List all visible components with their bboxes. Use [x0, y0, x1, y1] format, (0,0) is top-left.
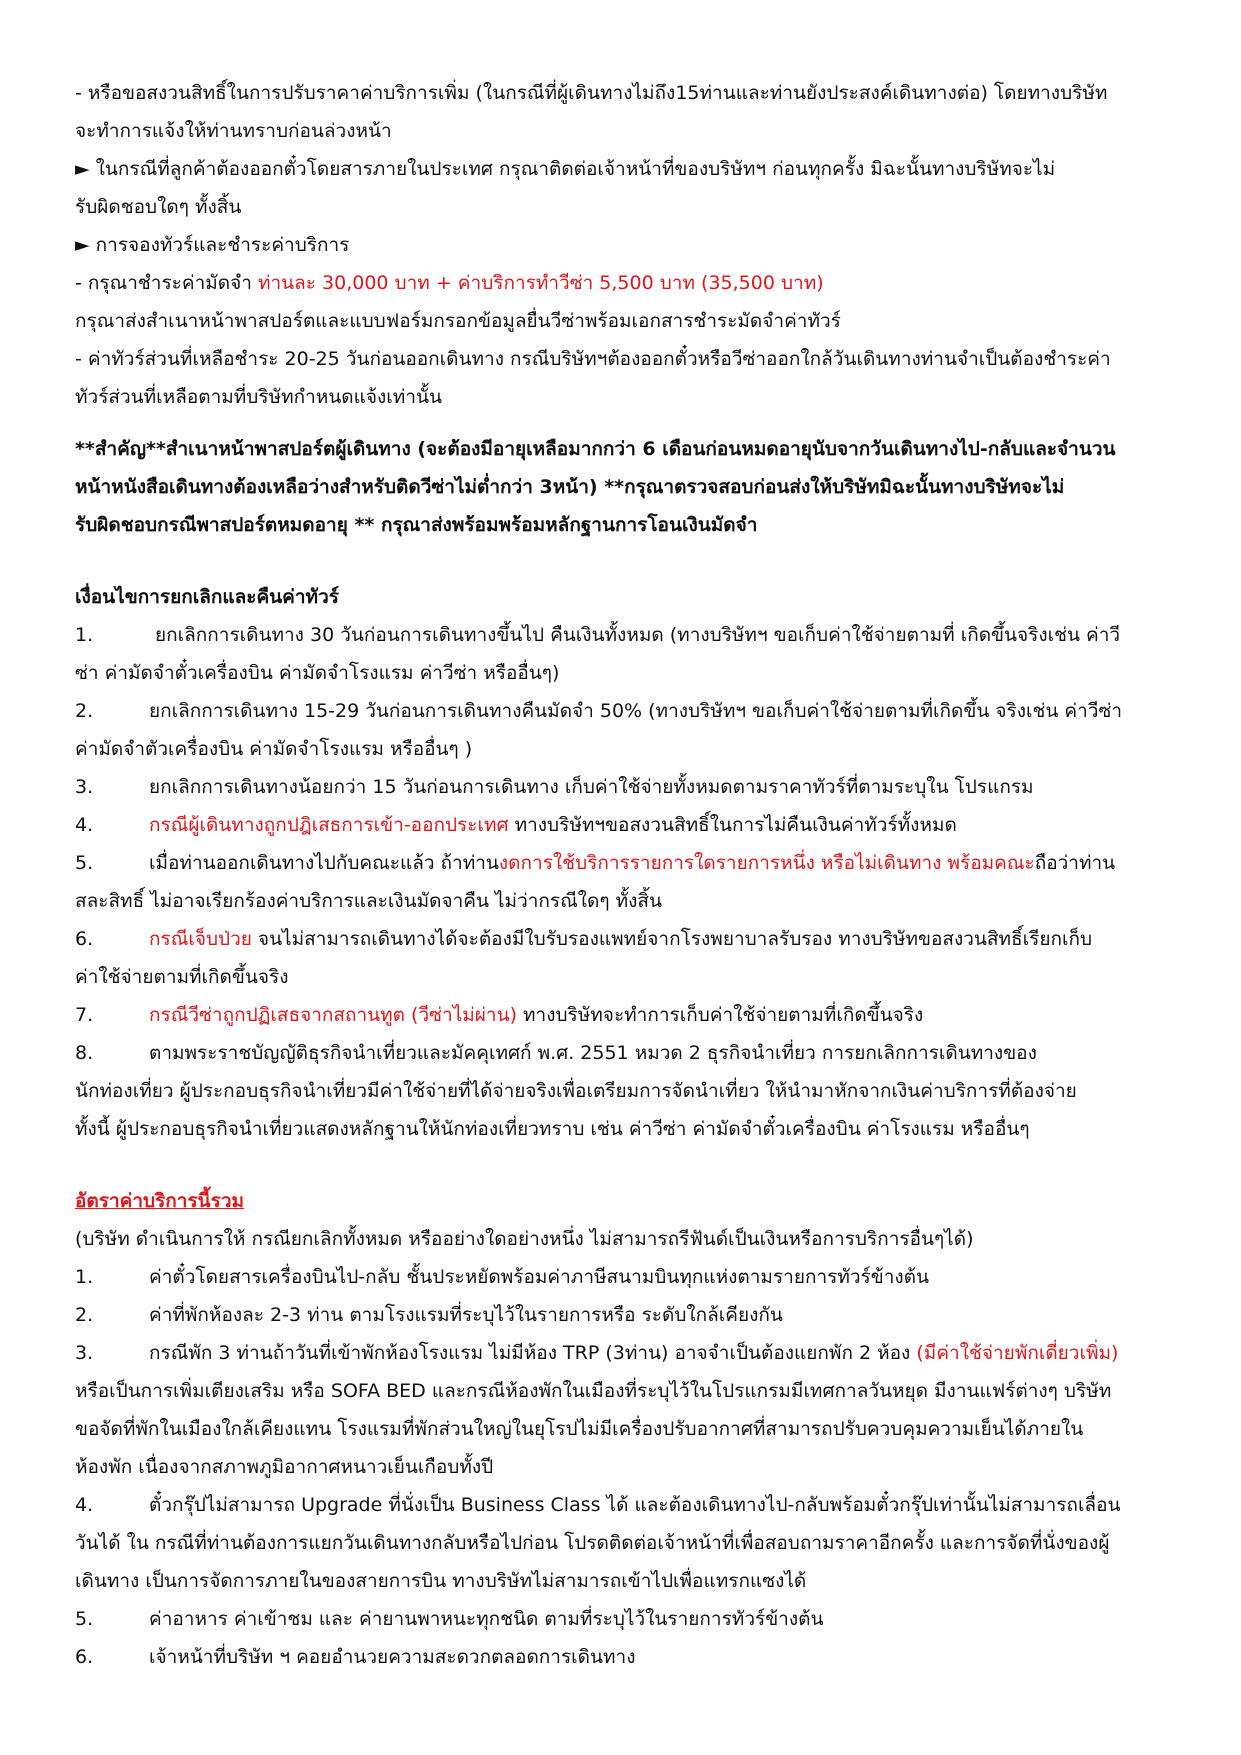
cancel-item-3: 3. ยกเลิกการเดินทางน้อยกว่า 15 วันก่อนการเดินทาง เก็บค่าใช้จ่ายทั้งหมดตามราคาทัวร์ที่ตามระบุใน โปรแกรม — [75, 776, 1034, 798]
included-item-5: 5. ค่าอาหาร ค่าเข้าชม และ ค่ายานพาหนะทุกชนิด ตามที่ระบุไว้ในรายการทัวร์ข้างต้น — [75, 1608, 824, 1630]
important-line-3: รับผิดชอบกรณีพาสปอร์ตหมดอายุ ** กรุณาส่งพร้อมพร้อมหลักฐานการโอนเงินมัดจำ — [75, 514, 758, 536]
included-item-6: 6. เจ้าหน้าที่บริษัท ฯ คอยอำนวยความสะดวกตลอดการเดินทาง — [75, 1646, 636, 1668]
cancel-item-7: 7. กรณีวีซ่าถูกปฏิเสธจากสถานทูต (วีซ่าไม่ผ่าน) ทางบริษัทจะทำการเก็บค่าใช้จ่ายตามที่เกิดขึ้นจริง — [75, 1004, 924, 1026]
cancel-item-8-cont-1: นักท่องเที่ยว ผู้ประกอบธุรกิจนำเที่ยวมีค่าใช้จ่ายที่ได้จ่ายจริงเพื่อเตรียมการจัดนำเที่ยว ให้นำมาหักจากเงินค่าบริการที่ต้องจ่าย — [75, 1080, 1077, 1102]
cancel-item-8: 8. ตามพระราชบัญญัติธุรกิจนำเที่ยวและมัคคุเทศก์ พ.ศ. 2551 หมวด 2 ธุรกิจนำเที่ยว การยกเลิกการเดินทางของ — [75, 1042, 1037, 1064]
passport-send-line: กรุณาส่งสำเนาหน้าพาสปอร์ตและแบบฟอร์มกรอกข้อมูลยื่นวีซ่าพร้อมเอกสารชำระมัดจำค่าทัวร์ — [75, 310, 841, 332]
included-item-3-cont-3: ห้องพัก เนื่องจากสภาพภูมิอากาศหนาวเย็นเกือบทั้งปี — [75, 1456, 494, 1478]
included-item-3: 3. กรณีพัก 3 ท่านถ้าวันที่เข้าพักห้องโรงแรม ไม่มีห้อง TRP (3ท่าน) อาจจำเป็นต้องแยกพัก 2 ห้อง (มีค่าใช้จ่ายพักเดี่ยวเพิ่ม) — [75, 1342, 1119, 1364]
included-note: (บริษัท ดำเนินการให้ กรณียกเลิกทั้งหมด หรืออย่างใดอย่างหนึ่ง ไม่สามารถรีฟันด์เป็นเงินหรือการบริการอื่นๆได้) — [75, 1228, 974, 1250]
cancel-item-4: 4. กรณีผู้เดินทางถูกปฎิเสธการเข้า-ออกประเทศ ทางบริษัทฯขอสงวนสิทธิ์ในการไม่คืนเงินค่าทัวร์ทั้งหมด — [75, 814, 957, 836]
included-item-1: 1. ค่าตั๋วโดยสารเครื่องบินไป-กลับ ชั้นประหยัดพร้อมค่าภาษีสนามบินทุกแห่งตามรายการทัวร์ข้างต้น — [75, 1266, 929, 1288]
cancellation-title: เงื่อนไขการยกเลิกและคืนค่าทัวร์ — [75, 586, 339, 608]
booking-heading: ► การจองทัวร์และชำระค่าบริการ — [75, 234, 350, 256]
domestic-ticket-line-2: รับผิดชอบใดๆ ทั้งสิ้น — [75, 196, 242, 218]
important-line-2: หน้าหนังสือเดินทางต้องเหลือว่างสำหรับติดวีซ่าไม่ต่ำกว่า 3หน้า) **กรุณาตรวจสอบก่อนส่งให้บริษัทมิฉะนั้นทางบริษัทจะไม่ — [75, 476, 1065, 498]
cancel-item-2-cont: ค่ามัดจำตัวเครื่องบิน ค่ามัดจำโรงแรม หรืออื่นๆ ) — [75, 738, 473, 760]
cancel-item-8-cont-2: ทั้งนี้ ผู้ประกอบธุรกิจนำเที่ยวแสดงหลักฐานให้นักท่องเที่ยวทราบ เช่น ค่าวีซ่า ค่ามัดจำตั๋วเครื่องบิน ค่าโรงแรม หรืออื่นๆ — [75, 1118, 1030, 1140]
surcharge-line-1: - หรือขอสงวนสิทธิ์ในการปรับราคาค่าบริการเพิ่ม (ในกรณีที่ผู้เดินทางไม่ถึง15ท่านและท่านยังประสงค์เดินทางต่อ) โดยทางบริษัท — [75, 82, 1108, 104]
included-item-3-cont-2: ขอจัดที่พักในเมืองใกล้เคียงแทน โรงแรมที่พักส่วนใหญ่ในยุโรปไม่มีเครื่องปรับอากาศที่สามารถปรับควบคุมความเย็นได้ภายใน — [75, 1418, 1084, 1440]
included-item-4-cont-1: วันได้ ใน กรณีที่ท่านต้องการแยกวันเดินทางกลับหรือไปก่อน โปรดติดต่อเจ้าหน้าที่เพื่อสอบถามราคาอีกครั้ง และการจัดที่นั่งของผู้ — [75, 1532, 1110, 1554]
included-title: อัตราค่าบริการนี้รวม — [75, 1190, 245, 1212]
cancel-item-5-cont: สละสิทธิ์ ไม่อาจเรียกร้องค่าบริการและเงินมัดจาคืน ไม่ว่ากรณีใดๆ ทั้งสิ้น — [75, 890, 663, 912]
included-item-3-cont-1: หรือเป็นการเพิ่มเตียงเสริม หรือ SOFA BED และกรณีห้องพักในเมืองที่ระบุไว้ในโปรแกรมมีเทศกาลวันหยุด มีงานแฟร์ต่างๆ บริษัท — [75, 1380, 1112, 1402]
cancel-item-6: 6. กรณีเจ็บป่วย จนไม่สามารถเดินทางได้จะต้องมีใบรับรองแพทย์จากโรงพยาบาลรับรอง ทางบริษัทขอสงวนสิทธิ์เรียกเก็บ — [75, 928, 1093, 950]
deposit-line — [75, 264, 1171, 302]
included-item-2: 2. ค่าที่พักห้องละ 2-3 ท่าน ตามโรงแรมที่ระบุไว้ในรายการหรือ ระดับใกล้เคียงกัน — [75, 1304, 783, 1326]
cancel-item-2: 2. ยกเลิกการเดินทาง 15-29 วันก่อนการเดินทางคืนมัดจำ 50% (ทางบริษัทฯ ขอเก็บค่าใช้จ่ายตามที่เกิดขึ้น จริงเช่น ค่าวีซ่า — [75, 700, 1123, 722]
important-line-1: **สำคัญ**สำเนาหน้าพาสปอร์ตผู้เดินทาง (จะต้องมีอายุเหลือมากกว่า 6 เดือนก่อนหมดอายุนับจากวันเดินทางไป-กลับและจำนวน — [75, 438, 1116, 460]
cancel-item-5: 5. เมื่อท่านออกเดินทางไปกับคณะแล้ว ถ้าท่านงดการใช้บริการรายการใดรายการหนึ่ง หรือไม่เดินทาง พร้อมคณะถือว่าท่าน — [75, 852, 1116, 874]
balance-line-1: - ค่าทัวร์ส่วนที่เหลือชำระ 20-25 วันก่อนออกเดินทาง กรณีบริษัทฯต้องออกตั๋วหรือวีซ่าออกใกล้วันเดินทางท่านจำเป็นต้องชำระค่า — [75, 348, 1111, 370]
surcharge-line-2: จะทำการแจ้งให้ท่านทราบก่อนล่วงหน้า — [75, 120, 392, 142]
deposit-prefix: - กรุณาชำระค่ามัดจำ — [75, 272, 258, 294]
cancel-item-6-cont: ค่าใช้จ่ายตามที่เกิดขึ้นจริง — [75, 966, 289, 988]
cancel-item-1-cont: ซ่า ค่ามัดจำตั๋วเครื่องบิน ค่ามัดจำโรงแรม ค่าวีซ่า หรืออื่นๆ) — [75, 662, 560, 684]
included-item-4-cont-2: เดินทาง เป็นการจัดการภายในของสายการบิน ทางบริษัทไม่สามารถเข้าไปเพื่อแทรกแซงได้ — [75, 1570, 807, 1592]
cancel-item-1: 1. ยกเลิกการเดินทาง 30 วันก่อนการเดินทางขึ้นไป คืนเงินทั้งหมด (ทางบริษัทฯ ขอเก็บค่าใช้จ่ายตามที่ เกิดขึ้นจริงเช่น ค่าวี — [75, 624, 1121, 646]
balance-line-2: ทัวร์ส่วนที่เหลือตามที่บริษัทกำหนดแจ้งเท่านั้น — [75, 386, 442, 408]
included-item-4: 4. ตั๋วกรุ๊ปไม่สามารถ Upgrade ที่นั่งเป็น Business Class ได้ และต้องเดินทางไป-กลับพร้อมตั๋วกรุ๊ปเท่านั้นไม่สามารถเลื่อน — [75, 1494, 1121, 1516]
domestic-ticket-line-1: ► ในกรณีที่ลูกค้าต้องออกตั๋วโดยสารภายในประเทศ กรุณาติดต่อเจ้าหน้าที่ของบริษัทฯ ก่อนทุกครั้ง มิฉะนั้นทางบริษัทจะไม่ — [75, 158, 1056, 180]
deposit-amount: ท่านละ 30,000 บาท + ค่าบริการทำวีซ่า 5,500 บาท (35,500 บาท) — [257, 272, 824, 294]
